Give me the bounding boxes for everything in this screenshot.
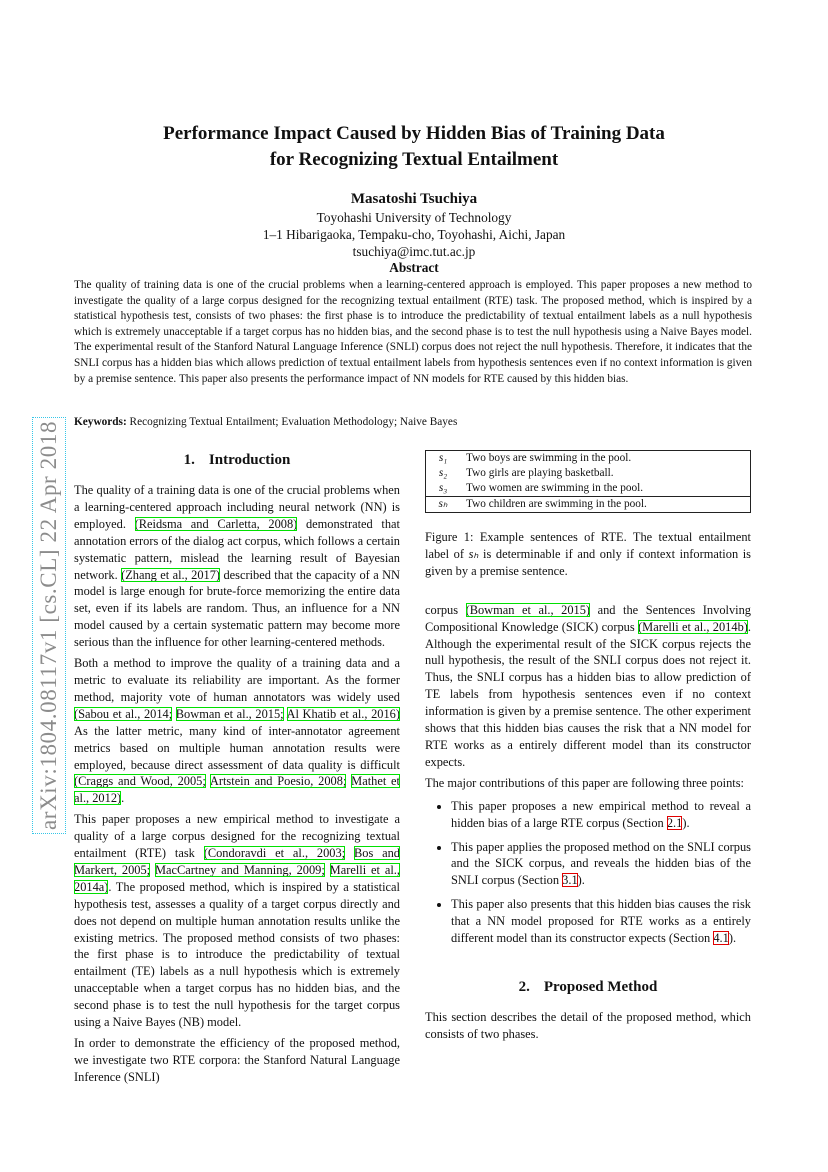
sentence-text: Two children are swimming in the pool. xyxy=(460,497,751,513)
text-run: This paper also presents that this hidden bias causes the risk that a NN model proposed for RTE works as a entirely different model than its constructor expects (Section xyxy=(451,897,751,946)
section-ref-link[interactable]: 4.1 xyxy=(713,931,729,946)
sentence-text: Two girls are playing basketball. xyxy=(460,466,751,481)
sentence-symbol: s₂ xyxy=(426,466,461,481)
author-address: 1–1 Hibarigaoka, Tempaku-cho, Toyohashi, Aichi, Japan xyxy=(262,227,566,242)
table-row xyxy=(426,481,751,497)
text-run: . Although the experimental result of the SICK corpus rejects the null hypothesis, the result of the SNLI corpus does not reject it. Thus, the SNLI corpus has a hidden bias to allow prediction of TE labels from hypothesis sentences even if no context information is given by a premise sentence. The other experiment shows that this hidden bias causes the risk that a NN model for RTE works as a entirely different model than its constructor expects. xyxy=(425,619,752,769)
text-run: described that the capacity of a NN model is large enough for brute-force memorizing the entire data set, even if its labels are random. Thus, an influence for a NN model caused by a certain systematic pattern may become more serious than the influence for other learning-centered methods. xyxy=(74,567,400,650)
citation-link[interactable]: (Zhang et al., 2017) xyxy=(121,567,221,582)
figure-1-caption xyxy=(425,529,751,580)
keywords xyxy=(74,415,752,430)
text-run: is determinable if and only if context information is given by a premise sentence. xyxy=(425,546,751,578)
sentence-symbol: s₁ xyxy=(426,451,461,467)
list-item xyxy=(451,798,751,832)
text-run xyxy=(345,846,354,860)
section-1-title: Introduction xyxy=(208,452,291,468)
intro-paragraph-1 xyxy=(74,482,400,651)
sentence-symbol: sₕ xyxy=(426,497,461,513)
section-ref-link[interactable]: 2.1 xyxy=(666,815,683,830)
list-item xyxy=(451,839,751,890)
citation-link[interactable]: Marelli et al., 2014a) xyxy=(74,862,400,894)
text-run: This paper proposes a new empirical method to investigate a quality of a large corpus designed for the recognizing textual entailment (RTE) task xyxy=(74,812,400,861)
abstract-heading: Abstract xyxy=(389,260,439,275)
table-row xyxy=(426,497,751,513)
right-column xyxy=(425,450,751,1047)
abstract-text: The quality of training data is one of the crucial problems when a learning-centered approach is employed. This paper proposes a new method to investigate the quality of a large corpus designed for the recognizing textual entailment (RTE) task. The proposed method, which is inspired by a statistical hypothesis test, consists of two phases: the first phase is to introduce the predictability of textual entailment labels as a null hypothesis which is extremely unacceptable if a target corpus has no hidden bias, and the second phase is to test the null hypothesis using a Naive Bayes model. The experimental result of the Stanford Natural Language Inference (SNLI) corpus does not reject the null hypothesis. Therefore, it indicates that the SNLI corpus has a hidden bias which allows prediction of textual entailment labels from hypothesis sentences even if no context information is given by a premise sentence. This paper also presents the performance impact of NN models for RTE caused by this hidden bias. xyxy=(74,279,752,385)
author-block xyxy=(74,189,754,260)
citation-link[interactable]: (Bowman et al., 2015) xyxy=(465,602,591,617)
section-1-number: 1. xyxy=(183,452,195,468)
text-run: . xyxy=(121,791,125,806)
section-2 xyxy=(425,977,751,1043)
right-paragraph-2: The major contributions of this paper are following three points: xyxy=(425,775,744,790)
figure-1-table xyxy=(425,450,751,513)
citation-link[interactable]: Bos and Markert, 2005; xyxy=(74,846,400,877)
sentence-text: Two boys are swimming in the pool. xyxy=(460,451,751,467)
left-column xyxy=(74,450,400,1090)
arxiv-identifier[interactable]: arXiv:1804.08117v1 [cs.CL] 22 Apr 2018 xyxy=(36,420,61,830)
text-run: Figure 1: Example sentences of RTE. The textual entailment label of xyxy=(425,530,751,561)
text-run: As the latter metric, many kind of inter-annotator agreement metrics based on multiple human annotation results were employed, because direct assessment of data quality is difficult xyxy=(74,723,400,772)
author-affiliation: Toyohashi University of Technology xyxy=(316,210,512,225)
citation-link[interactable]: Artstein and Poesio, 2008; xyxy=(209,774,347,789)
section-2-heading xyxy=(425,977,751,997)
section-2-paragraph: This section describes the detail of the proposed method, which consists of two phases. xyxy=(425,1009,751,1041)
text-run: demonstrated that annotation errors of the dialog act corpus, which follows a certain systematic pattern, mislead the learning result of Bayesian network. xyxy=(74,516,400,582)
table-row xyxy=(426,451,751,467)
sentence-text: Two women are swimming in the pool. xyxy=(460,481,751,497)
intro-paragraph-4: In order to demonstrate the efficiency of the proposed method, we investigate two RTE corpora: the Stanford Natural Language Inference (SNLI) xyxy=(74,1036,400,1084)
text-run: This paper applies the proposed method on the SNLI corpus and the SICK corpus, and reveals the hidden bias of the SNLI corpus (Section xyxy=(451,839,751,888)
table-row xyxy=(426,466,751,481)
text-run xyxy=(325,863,330,877)
citation-link[interactable]: (Condoravdi et al., 2003; xyxy=(203,846,346,861)
list-item xyxy=(451,896,751,947)
citation-link[interactable]: Bowman et al., 2015; xyxy=(175,706,284,721)
sentence-symbol: s₃ xyxy=(426,481,461,497)
text-run: ). xyxy=(577,873,585,888)
section-ref-link[interactable]: 3.1 xyxy=(562,873,578,888)
citation-link[interactable]: Al Khatib et al., 2016) xyxy=(286,706,400,721)
keywords-text: Recognizing Textual Entailment; Evaluation Methodology; Naive Bayes xyxy=(126,416,458,428)
section-1-heading xyxy=(74,450,400,470)
caption-symbol: sₕ xyxy=(468,546,479,561)
paper-title xyxy=(74,121,754,173)
text-run: ). xyxy=(728,931,737,946)
section-2-title: Proposed Method xyxy=(543,978,658,995)
citation-link[interactable]: (Marelli et al., 2014b) xyxy=(638,619,748,634)
text-run: and the Sentences Involving Compositional Knowledge (SICK) corpus xyxy=(425,602,751,634)
section-2-number: 2. xyxy=(518,978,530,995)
author-email: tsuchiya@imc.tut.ac.jp xyxy=(352,244,476,259)
text-run: Both a method to improve the quality of a training data and a metric to evaluate its reliability are important. As the former method, majority vote of human annotators was widely used xyxy=(74,656,400,704)
citation-link[interactable]: MacCartney and Manning, 2009; xyxy=(154,862,325,877)
title-line-1: Performance Impact Caused by Hidden Bias of Training Data xyxy=(163,123,665,144)
intro-paragraph-2 xyxy=(74,655,400,807)
intro-paragraph-3 xyxy=(74,811,400,1031)
citation-link[interactable]: (Reidsma and Carletta, 2008) xyxy=(134,516,298,531)
citation-link[interactable]: (Sabou et al., 2014; xyxy=(74,706,173,721)
text-run: The quality of a training data is one of the crucial problems when a learning-centered approach including neural network (NN) is employed. xyxy=(74,483,400,531)
text-run: corpus xyxy=(425,602,466,617)
right-body xyxy=(425,602,751,947)
contributions-list xyxy=(425,798,751,947)
right-paragraph-1 xyxy=(425,602,751,771)
text-run: ). xyxy=(682,815,690,830)
title-line-2: for Recognizing Textual Entailment xyxy=(269,149,559,170)
citation-link[interactable]: (Craggs and Wood, 2005; xyxy=(74,774,206,789)
text-run: . The proposed method, which is inspired by a statistical hypothesis test, assesses a quality of a target corpus directly and does not depend on multiple human annotation results unlike the existing metrics. The proposed method consists of two phases: the first phase is to introduce the predictability of textual entailment (TE) labels as a null hypothesis which is extremely unacceptable when a target corpus has no hidden bias, and the second phase is to test the null hypothesis for the target corpus using a Naive Bayes (NB) model. xyxy=(74,879,400,1030)
text-run: This paper proposes a new empirical method to reveal a hidden bias of a large RTE corpus (Section xyxy=(451,798,751,830)
keywords-label: Keywords: xyxy=(74,416,127,428)
author-name: Masatoshi Tsuchiya xyxy=(350,191,478,207)
citation-link[interactable]: Mathet et al., 2012) xyxy=(74,774,400,806)
